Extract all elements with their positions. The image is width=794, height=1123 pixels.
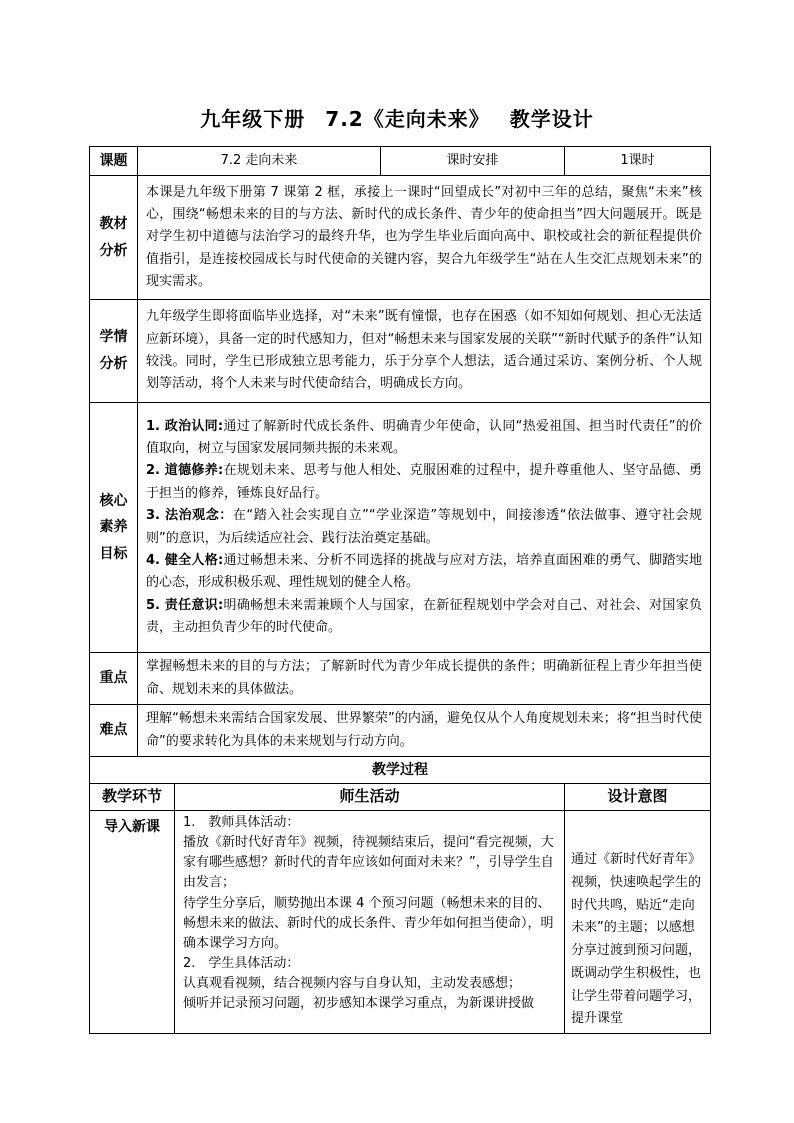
topic-label: 课题 bbox=[90, 147, 138, 176]
key-label: 重点 bbox=[90, 653, 138, 705]
difficult-text: 理解“畅想未来需结合国家发展、世界繁荣”的内涵，避免仅从个人角度规划未来；将“担当时代使命”的要求转化为具体的未来规划与行动方向。 bbox=[138, 705, 711, 757]
col-stage-header: 教学环节 bbox=[90, 784, 175, 811]
col-activity-header: 师生活动 bbox=[175, 784, 565, 811]
intro-stage: 导入新课 bbox=[90, 811, 175, 1034]
activity-line: 认真观看视频，结合视频内容与自身认知，主动发表感想； bbox=[183, 976, 522, 992]
material-text: 本课是九年级下册第 7 课第 2 框，承接上一课时“回望成长”对初中三年的总结，聚焦“未来”核心，围绕“畅想未来的目的与方法、新时代的成长条件、青少年的使命担当”四大问题展开。既是对学生初中道德与法治学习的最终升华，也为学生毕业后面向高中、职校或社会的新征程提供价值指引，是连接校园成长与时代使命的关键内容，契合九年级学生“站在人生交汇点规划未来”的现实需求。 bbox=[138, 176, 711, 300]
intro-activities bbox=[175, 811, 565, 1034]
students-label: 学情 分析 bbox=[90, 300, 138, 403]
activity-line: 2. 学生具体活动： bbox=[183, 955, 300, 971]
document-title bbox=[0, 103, 794, 132]
schedule-value: 1课时 bbox=[565, 147, 711, 176]
title-grade: 九年级下册 bbox=[200, 107, 306, 131]
activity-line: 倾听并记录预习问题，初步感知本课学习重点，为新课讲授做 bbox=[183, 996, 535, 1012]
literacy-label: 核心 素养 目标 bbox=[90, 403, 138, 653]
intro-row bbox=[90, 811, 711, 1034]
key-row bbox=[90, 653, 711, 705]
title-lesson: 7.2《走向未来》 bbox=[325, 107, 490, 131]
intro-intent: 通过《新时代好青年》视频，快速唤起学生的时代共鸣，贴近“走向未来”的主题；以感想分享过渡到预习问题，既调动学生积极性，也让学生带着问题学习，提升课堂 bbox=[565, 811, 711, 1034]
process-title: 教学过程 bbox=[90, 757, 711, 784]
literacy-item: 1. 政治认同:通过了解新时代成长条件、明确青少年使命，认同“热爱祖国、担当时代责任”的价值取向，树立与国家发展同频共振的未来观。 bbox=[146, 418, 703, 457]
difficult-label: 难点 bbox=[90, 705, 138, 757]
topic-value: 7.2 走向未来 bbox=[138, 147, 381, 176]
lesson-plan-table bbox=[89, 146, 711, 1034]
topic-row bbox=[90, 147, 711, 176]
students-row bbox=[90, 300, 711, 403]
literacy-item: 3. 法治观念：在“踏入社会实现自立”“学业深造”等规划中，间接渗透“依法做事、遵守社会规则”的意识，为后续适应社会、践行法治奠定基础。 bbox=[146, 508, 703, 546]
title-design: 教学设计 bbox=[509, 107, 594, 131]
literacy-item: 2. 道德修养:在规划未来、思考与他人相处、克服困难的过程中，提升尊重他人、坚守品德、勇于担当的修养，锤炼良好品行。 bbox=[146, 463, 703, 501]
literacy-item: 4. 健全人格:通过畅想未来、分析不同选择的挑战与应对方法，培养直面困难的勇气、脚踏实地的心态，形成积极乐观、理性规划的健全人格。 bbox=[146, 552, 703, 591]
process-title-row bbox=[90, 757, 711, 784]
activity-line: 1. 教师具体活动： bbox=[183, 815, 300, 830]
material-row bbox=[90, 176, 711, 300]
material-label: 教材 分析 bbox=[90, 176, 138, 300]
literacy-row bbox=[90, 403, 711, 653]
col-intent-header: 设计意图 bbox=[565, 784, 711, 811]
key-text: 掌握畅想未来的目的与方法；了解新时代为青少年成长提供的条件；明确新征程上青少年担当使命、规划未来的具体做法。 bbox=[138, 653, 711, 705]
schedule-label: 课时安排 bbox=[381, 147, 565, 176]
activity-line: 待学生分享后，顺势抛出本课 4 个预习问题（畅想未来的目的、畅想未来的做法、新时代的成长条件、青少年如何担当使命），明确本课学习方向。 bbox=[183, 895, 554, 951]
literacy-item: 5. 责任意识:明确畅想未来需兼顾个人与国家，在新征程规划中学会对自己、对社会、对国家负责，主动担负青少年的时代使命。 bbox=[146, 597, 703, 635]
literacy-items bbox=[138, 403, 711, 653]
activity-line: 播放《新时代好青年》视频，待视频结束后，提问“看完视频，大家有哪些感想？新时代的青年应该如何面对未来？”，引导学生自由发言； bbox=[183, 835, 554, 891]
students-text: 九年级学生即将面临毕业选择，对“未来”既有憧憬，也存在困惑（如不知如何规划、担心无法适应新环境），具备一定的时代感知力，但对“畅想未来与国家发展的关联”“新时代赋予的条件”认知较浅。同时，学生已形成独立思考能力，乐于分享个人想法，适合通过采访、案例分析、个人规划等活动，将个人未来与时代使命结合，明确成长方向。 bbox=[138, 300, 711, 403]
process-header-row bbox=[90, 784, 711, 811]
difficult-row bbox=[90, 705, 711, 757]
